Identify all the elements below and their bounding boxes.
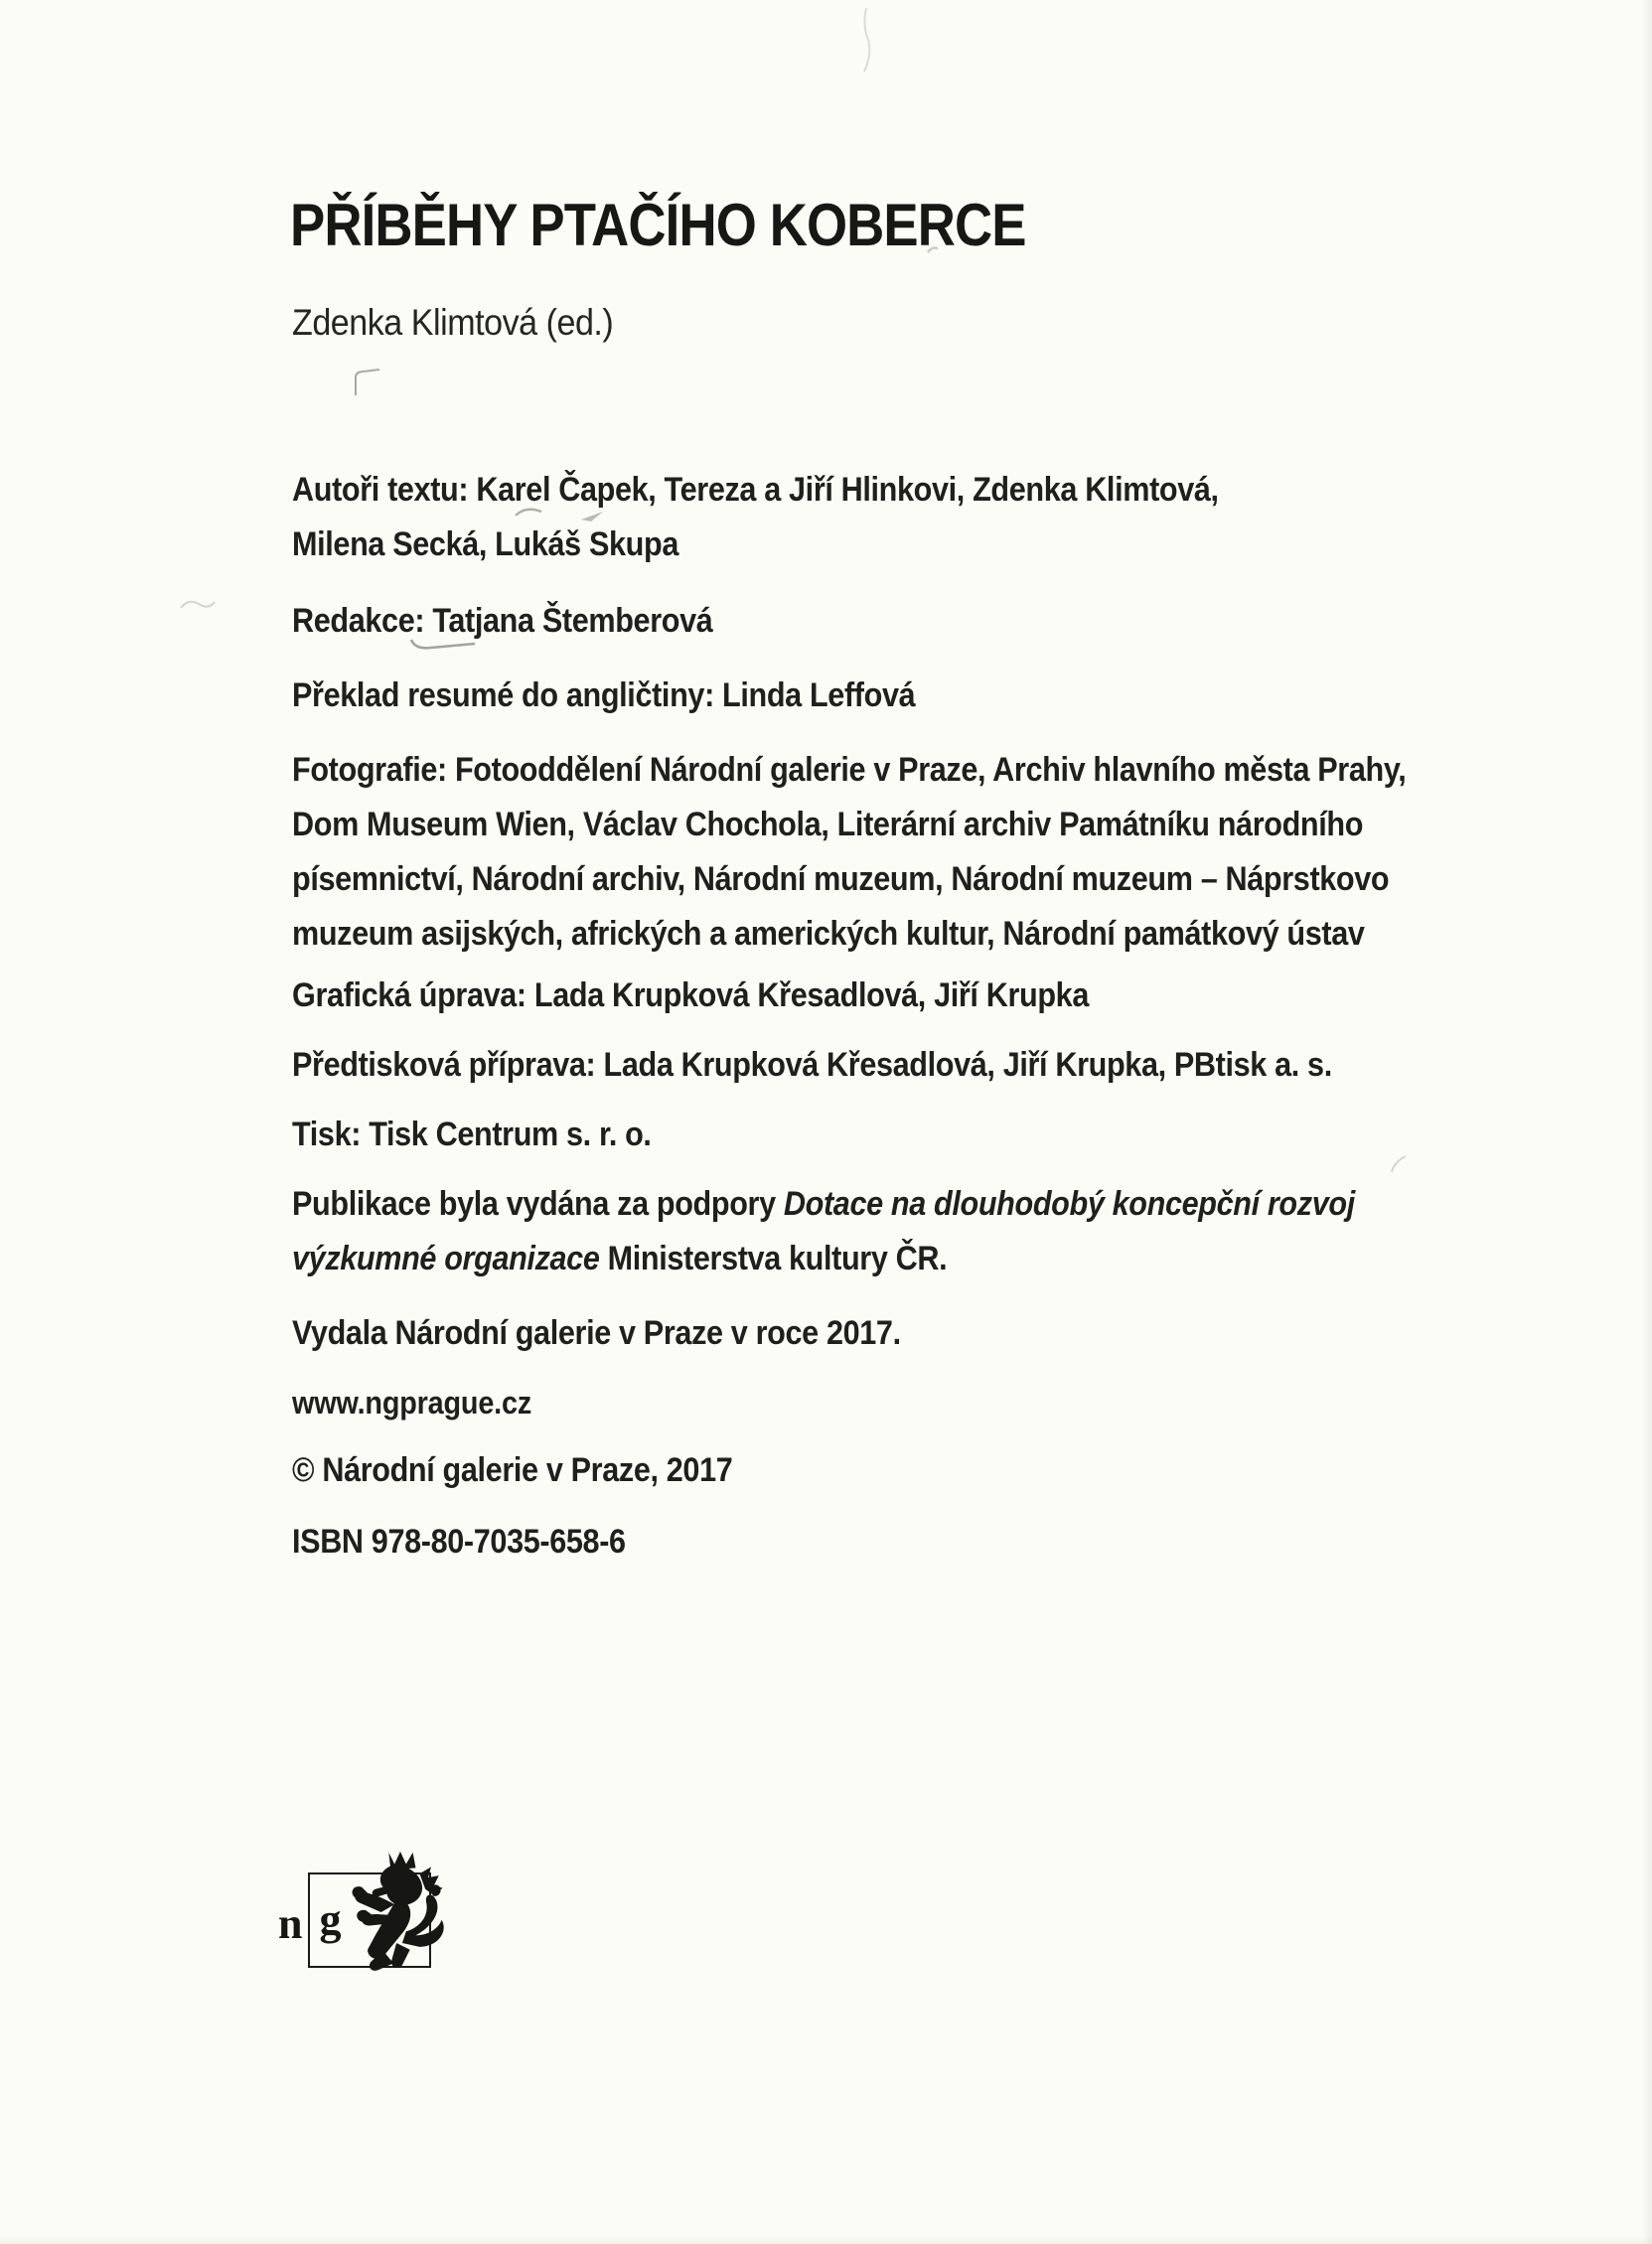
photography-line-4: muzeum asijských, afrických a amerických kultur, Národní památkový ústav	[292, 915, 1365, 953]
funding-line-2	[292, 1232, 1355, 1286]
page-title: PŘÍBĚHY PTAČÍHO KOBERCE	[290, 192, 1026, 258]
authors-paragraph	[292, 463, 1321, 572]
print-paragraph	[292, 1108, 691, 1162]
website-link: www.ngprague.cz	[292, 1385, 532, 1421]
prepress-line: Předtisková příprava: Lada Krupková Křesadlová, Jiří Krupka, PBtisk a. s.	[292, 1046, 1332, 1084]
authors-line-1: Autoři textu: Karel Čapek, Tereza a Jiří Hlinkovi, Zdenka Klimtová,	[292, 471, 1219, 509]
photography-line-2: Dom Museum Wien, Václav Chochola, Literární archiv Památníku národního	[292, 806, 1364, 843]
photography-line-1: Fotografie: Fotooddělení Národní galerie v Praze, Archiv hlavního města Prahy,	[292, 751, 1407, 789]
funding-line-1-normal: Publikace byla vydána za podpory	[292, 1185, 784, 1223]
publisher-paragraph	[292, 1306, 969, 1361]
funding-line-2-normal: Ministerstva kultury ČR.	[599, 1240, 948, 1277]
czech-lion-icon	[344, 1849, 455, 1974]
pencil-mark	[350, 366, 409, 405]
funding-line-2-italic: výzkumné organizace	[292, 1240, 600, 1277]
logo-frame	[308, 1872, 431, 1968]
isbn-line: ISBN 978-80-7035-658-6	[292, 1523, 626, 1561]
authors-line-2: Milena Secká, Lukáš Skupa	[292, 525, 678, 563]
isbn-paragraph	[292, 1515, 663, 1570]
copyright-paragraph	[292, 1443, 782, 1498]
graphic-design-line: Grafická úprava: Lada Krupková Křesadlová, Jiří Krupka	[292, 976, 1089, 1014]
editor-line: Zdenka Klimtová (ed.)	[292, 302, 614, 343]
publisher-line: Vydala Národní galerie v Praze v roce 2017.	[292, 1314, 901, 1352]
editing-paragraph	[292, 594, 759, 649]
funding-paragraph	[292, 1177, 1473, 1286]
editing-line: Redakce: Tatjana Štemberová	[292, 602, 713, 640]
ng-publisher-logo	[278, 1872, 431, 1968]
print-line: Tisk: Tisk Centrum s. r. o.	[292, 1116, 652, 1153]
website-paragraph	[292, 1376, 558, 1430]
funding-line-1	[292, 1177, 1355, 1232]
prepress-paragraph	[292, 1038, 1447, 1093]
logo-letter-n: n	[278, 1899, 303, 1948]
funding-line-1-italic: Dotace na dlouhodobý koncepční rozvoj	[783, 1185, 1355, 1223]
photography-paragraph	[292, 743, 1530, 962]
logo-letter-g: g	[319, 1895, 342, 1944]
pencil-mark	[1386, 1152, 1416, 1178]
translation-paragraph	[292, 669, 984, 723]
translation-line: Překlad resumé do angličtiny: Linda Leffová	[292, 676, 916, 714]
photography-line-3: písemnictví, Národní archiv, Národní muzeum, Národní muzeum – Náprstkovo	[292, 860, 1390, 898]
pencil-mark	[854, 6, 880, 75]
copyright-line: © Národní galerie v Praze, 2017	[292, 1451, 733, 1489]
scan-edge-shade	[1642, 0, 1652, 2244]
graphic-design-paragraph	[292, 969, 1177, 1023]
scan-edge-shade	[0, 2236, 1652, 2244]
pencil-mark	[177, 594, 217, 618]
